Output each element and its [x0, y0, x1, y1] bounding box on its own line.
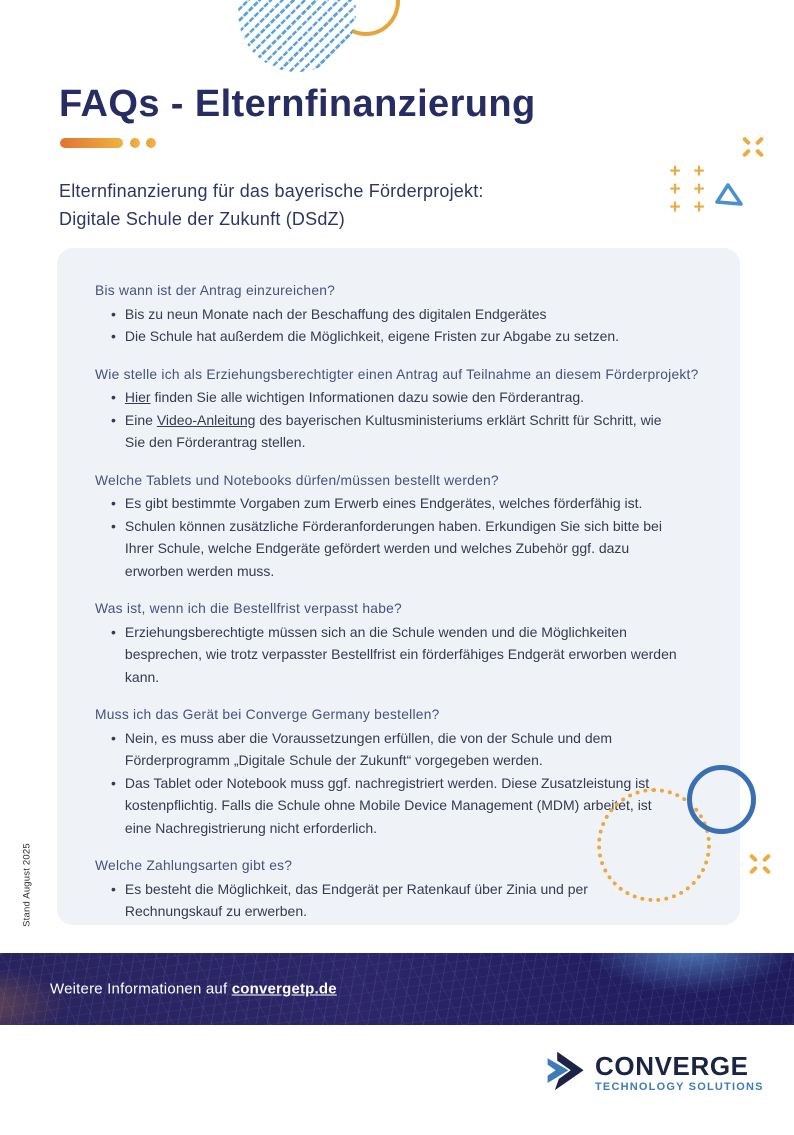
- bullet-text-suffix: finden Sie alle wichtigen Informationen dazu sowie den Förderantrag.: [150, 389, 585, 405]
- faq-bullet-item: [111, 727, 720, 772]
- faq-bullet-item: [111, 621, 720, 689]
- plus-icon: +: [669, 161, 681, 182]
- faq-question: Was ist, wenn ich die Bestellfrist verpasst habe?: [95, 601, 402, 616]
- plus-icon: +: [693, 197, 705, 218]
- blue-circle-decoration: [687, 765, 756, 834]
- arrow-logo-icon: [546, 1046, 586, 1101]
- hier-link[interactable]: Hier: [124, 389, 151, 405]
- bullet-text-suffix: des bayerischen Kultusministeriums erklärt Schritt für Schritt, wie Sie den Förderantrag stellen.: [124, 411, 662, 450]
- bullet-text: Die Schule hat außerdem die Möglichkeit, eigene Fristen zur Abgabe zu setzen.: [124, 328, 620, 344]
- faq-bullet-item: [111, 409, 720, 454]
- bullet-text: Es besteht die Möglichkeit, das Endgerät per Ratenkauf über Zinia und per Rechnungskauf zu erwerben.: [124, 880, 588, 919]
- subtitle-line-1: Elternfinanzierung für das bayerische Förderprojekt:: [59, 181, 484, 201]
- bullet-icon: •: [111, 389, 116, 405]
- converge-logo: [546, 1046, 764, 1101]
- accent-dot-decoration: [130, 138, 140, 148]
- page-subtitle: [59, 177, 619, 233]
- bullet-text: Erziehungsberechtigte müssen sich an die Schule wenden und die Möglichkeiten besprechen, wie trotz verpasster Bestellfrist ein förderfähiges Endgerät erworben werden kann.: [124, 623, 677, 685]
- video-anleitung-link[interactable]: Video-Anleitung: [156, 411, 256, 428]
- stand-date-note: Stand August 2025: [21, 843, 33, 927]
- plus-icon: +: [693, 161, 705, 182]
- faq-question: Wie stelle ich als Erziehungsberechtigter einen Antrag auf Teilnahme an diesem Förderprojekt?: [95, 366, 699, 382]
- sparkle-x-icon: [742, 136, 764, 158]
- plus-icon: +: [669, 197, 681, 218]
- bullet-text: Das Tablet oder Notebook muss ggf. nachregistriert werden. Diese Zusatzleistung ist kostenpflichtig. Falls die Schule ohne Mobile Device Management (MDM) arbeitet, ist eine Nachregistrierung nicht erforderlich.: [124, 774, 652, 836]
- faq-question: Bis wann ist der Antrag einzureichen?: [95, 283, 336, 298]
- bullet-text: [125, 409, 677, 454]
- bullet-text: Bis zu neun Monate nach der Beschaffung des digitalen Endgerätes: [124, 305, 547, 322]
- logo-brand-name: CONVERGE: [595, 1051, 749, 1081]
- subtitle-line-2: Digitale Schule der Zukunft (DSdZ): [59, 209, 345, 229]
- bullet-icon: •: [111, 774, 116, 791]
- footer-info-text: [50, 981, 337, 998]
- faq-question: Welche Tablets und Notebooks dürfen/müssen bestellt werden?: [95, 472, 499, 488]
- faq-question: Muss ich das Gerät bei Converge Germany bestellen?: [95, 707, 440, 722]
- sparkle-x-icon: [749, 853, 771, 875]
- logo-tagline: TECHNOLOGY SOLUTIONS: [595, 1081, 764, 1093]
- bullet-icon: •: [111, 305, 116, 322]
- bullet-icon: •: [111, 495, 116, 511]
- bullet-icon: •: [111, 517, 116, 534]
- bullet-icon: •: [111, 880, 116, 897]
- convergetp-link[interactable]: convergetp.de: [231, 980, 337, 998]
- accent-dot-decoration: [146, 138, 156, 148]
- bullet-text: Schulen können zusätzliche Förderanforderungen haben. Erkundigen Sie sich bitte bei Ihrer Schule, welche Endgeräte gefördert werden und welches Zubehör ggf. dazu erworben werden muss.: [124, 517, 662, 579]
- faq-section: [95, 364, 720, 454]
- hatched-circle-decoration: [238, 0, 356, 72]
- faq-section: [95, 470, 720, 583]
- footer-band: [0, 953, 794, 1025]
- faq-bullet-item: [111, 515, 720, 583]
- bullet-icon: •: [111, 328, 116, 344]
- faq-question: Welche Zahlungsarten gibt es?: [95, 858, 293, 873]
- bullet-icon: •: [111, 623, 116, 640]
- bullet-icon: •: [111, 729, 116, 746]
- faq-bullet-item: [111, 325, 720, 348]
- faq-section: [95, 598, 720, 688]
- plus-icon: +: [693, 179, 705, 200]
- page-title: FAQs - Elternfinanzierung: [59, 83, 536, 125]
- faq-bullet-item: [111, 303, 720, 326]
- bullet-icon: •: [111, 411, 116, 428]
- plus-icon: +: [669, 179, 681, 200]
- bullet-text: Es gibt bestimmte Vorgaben zum Erwerb eines Endgerätes, welches förderfähig ist.: [124, 495, 643, 511]
- triangle-icon: [712, 180, 746, 215]
- accent-bar-decoration: [60, 138, 123, 148]
- faq-bullet-item: [111, 492, 720, 515]
- footer-info-label: Weitere Informationen auf: [50, 980, 232, 998]
- bullet-text: [125, 386, 584, 409]
- bullet-text: Nein, es muss aber die Voraussetzungen erfüllen, die von der Schule und dem Förderprogramm „Digitale Schule der Zukunft“ vorgegeben werden.: [124, 729, 613, 768]
- logo-text: [595, 1053, 764, 1094]
- faq-section: [95, 280, 720, 348]
- bullet-text-prefix: Eine: [124, 411, 157, 428]
- plus-grid-decoration: [669, 163, 705, 216]
- faq-bullet-item: [111, 386, 720, 409]
